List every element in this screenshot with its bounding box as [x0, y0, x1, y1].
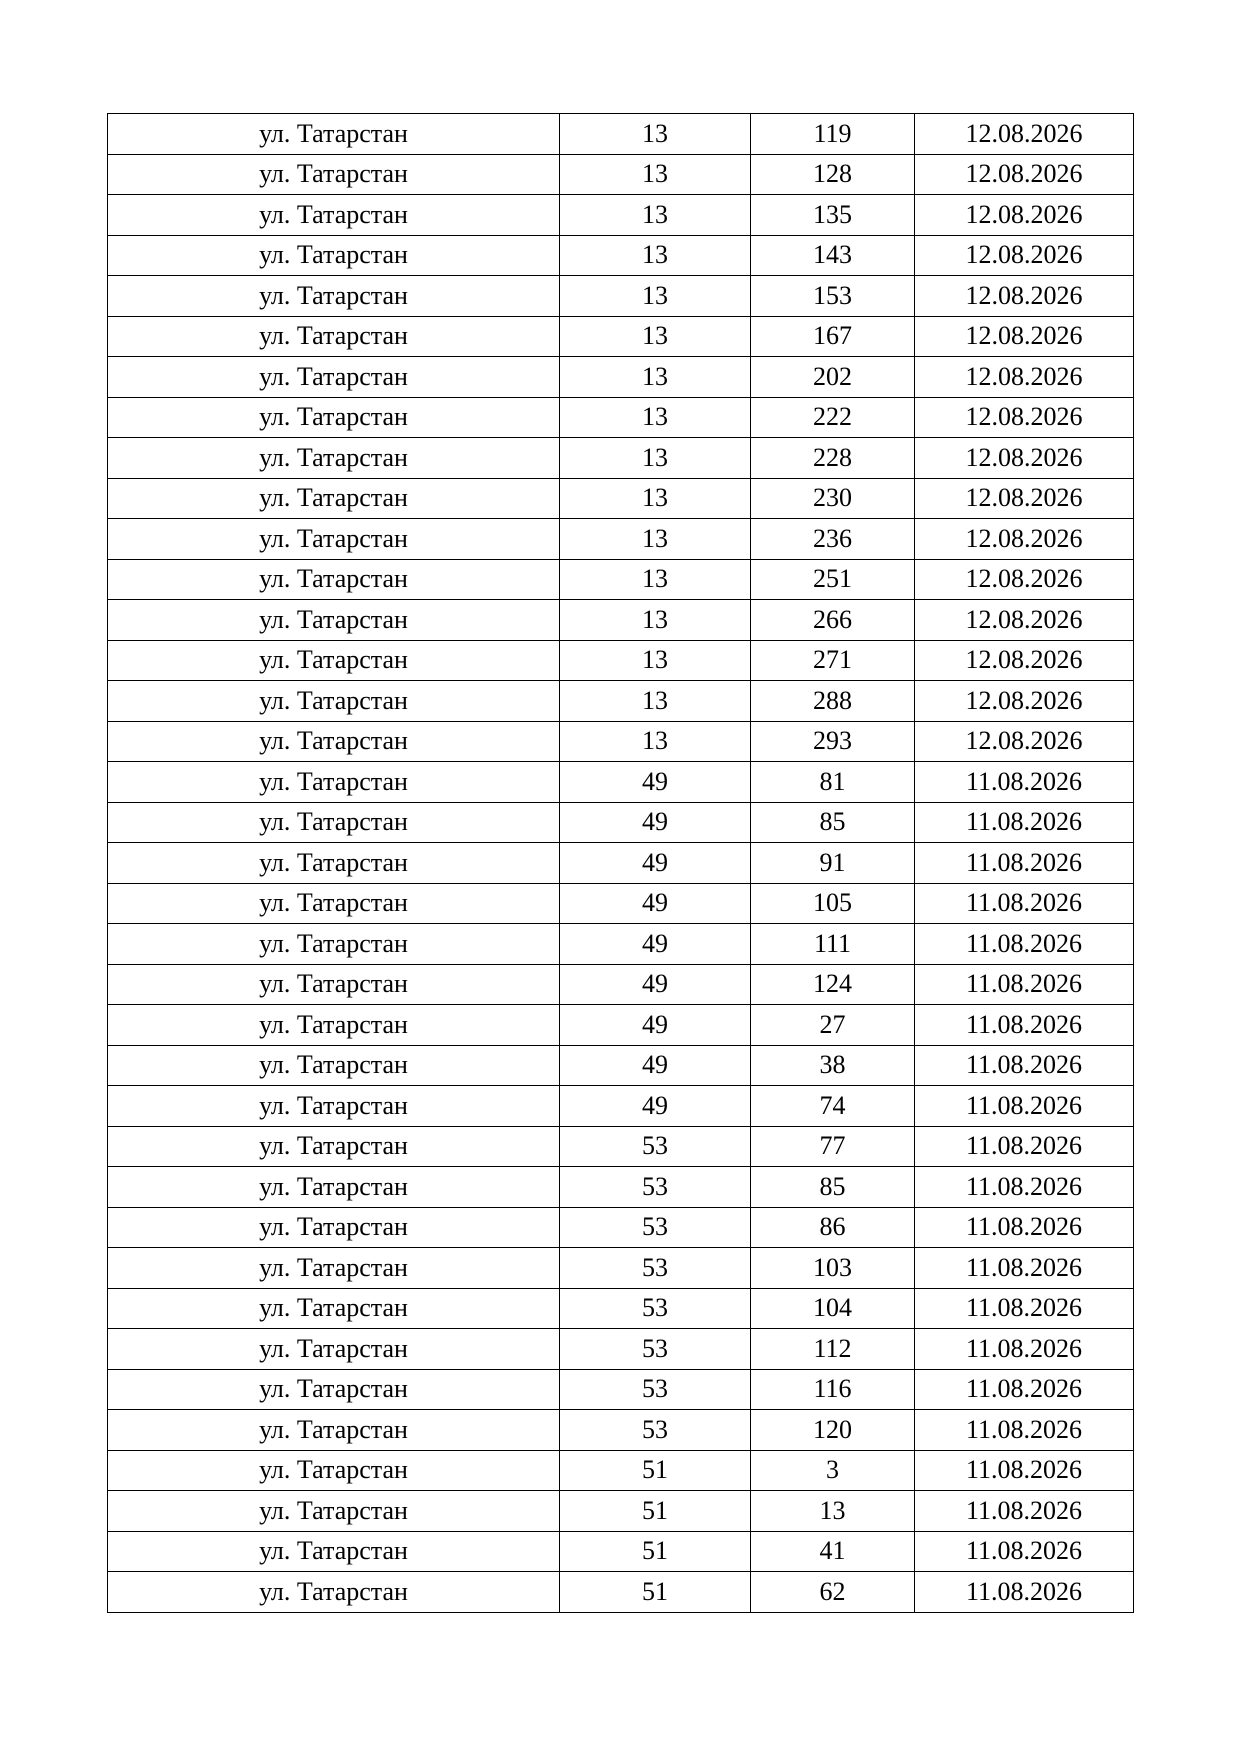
table-row	[108, 721, 1134, 762]
apartment-number-cell: 112	[751, 1329, 915, 1370]
date-cell: 11.08.2026	[915, 802, 1134, 843]
date-cell: 12.08.2026	[915, 154, 1134, 195]
table-row	[108, 762, 1134, 803]
house-number-cell: 13	[560, 114, 751, 155]
date-cell: 11.08.2026	[915, 964, 1134, 1005]
street-cell: ул. Татарстан	[108, 559, 560, 600]
house-number-cell: 53	[560, 1288, 751, 1329]
street-cell: ул. Татарстан	[108, 438, 560, 479]
date-cell: 11.08.2026	[915, 1531, 1134, 1572]
date-cell: 12.08.2026	[915, 721, 1134, 762]
table-row	[108, 1005, 1134, 1046]
table-row	[108, 1086, 1134, 1127]
apartment-number-cell: 103	[751, 1248, 915, 1289]
date-cell: 12.08.2026	[915, 681, 1134, 722]
date-cell: 12.08.2026	[915, 357, 1134, 398]
street-cell: ул. Татарстан	[108, 1329, 560, 1370]
street-cell: ул. Татарстан	[108, 195, 560, 236]
date-cell: 12.08.2026	[915, 438, 1134, 479]
date-cell: 11.08.2026	[915, 1450, 1134, 1491]
apartment-number-cell: 236	[751, 519, 915, 560]
house-number-cell: 53	[560, 1410, 751, 1451]
apartment-number-cell: 228	[751, 438, 915, 479]
date-cell: 12.08.2026	[915, 276, 1134, 317]
apartment-number-cell: 77	[751, 1126, 915, 1167]
date-cell: 11.08.2026	[915, 1167, 1134, 1208]
house-number-cell: 53	[560, 1167, 751, 1208]
table-row	[108, 1572, 1134, 1613]
date-cell: 12.08.2026	[915, 640, 1134, 681]
date-cell: 11.08.2026	[915, 1086, 1134, 1127]
street-cell: ул. Татарстан	[108, 1086, 560, 1127]
street-cell: ул. Татарстан	[108, 357, 560, 398]
street-cell: ул. Татарстан	[108, 924, 560, 965]
table-row	[108, 357, 1134, 398]
street-cell: ул. Татарстан	[108, 1531, 560, 1572]
date-cell: 11.08.2026	[915, 1045, 1134, 1086]
table-row	[108, 478, 1134, 519]
table-row	[108, 843, 1134, 884]
table-row	[108, 964, 1134, 1005]
date-cell: 11.08.2026	[915, 1005, 1134, 1046]
apartment-number-cell: 41	[751, 1531, 915, 1572]
house-number-cell: 53	[560, 1329, 751, 1370]
street-cell: ул. Татарстан	[108, 114, 560, 155]
street-cell: ул. Татарстан	[108, 519, 560, 560]
table-row	[108, 1491, 1134, 1532]
date-cell: 11.08.2026	[915, 1491, 1134, 1532]
house-number-cell: 13	[560, 640, 751, 681]
house-number-cell: 49	[560, 1045, 751, 1086]
table-row	[108, 640, 1134, 681]
apartment-number-cell: 202	[751, 357, 915, 398]
house-number-cell: 51	[560, 1572, 751, 1613]
apartment-number-cell: 81	[751, 762, 915, 803]
street-cell: ул. Татарстан	[108, 1450, 560, 1491]
house-number-cell: 51	[560, 1450, 751, 1491]
apartment-number-cell: 119	[751, 114, 915, 155]
house-number-cell: 49	[560, 964, 751, 1005]
apartment-number-cell: 85	[751, 802, 915, 843]
house-number-cell: 53	[560, 1369, 751, 1410]
street-cell: ул. Татарстан	[108, 1410, 560, 1451]
table-row	[108, 316, 1134, 357]
apartment-number-cell: 120	[751, 1410, 915, 1451]
table-row	[108, 1369, 1134, 1410]
apartment-number-cell: 85	[751, 1167, 915, 1208]
date-cell: 11.08.2026	[915, 843, 1134, 884]
house-number-cell: 49	[560, 1005, 751, 1046]
date-cell: 11.08.2026	[915, 883, 1134, 924]
street-cell: ул. Татарстан	[108, 1248, 560, 1289]
date-cell: 11.08.2026	[915, 1572, 1134, 1613]
street-cell: ул. Татарстан	[108, 235, 560, 276]
street-cell: ул. Татарстан	[108, 316, 560, 357]
table-row	[108, 1207, 1134, 1248]
street-cell: ул. Татарстан	[108, 883, 560, 924]
house-number-cell: 13	[560, 600, 751, 641]
house-number-cell: 13	[560, 519, 751, 560]
street-cell: ул. Татарстан	[108, 276, 560, 317]
table-row	[108, 1329, 1134, 1370]
house-number-cell: 49	[560, 924, 751, 965]
house-number-cell: 49	[560, 1086, 751, 1127]
street-cell: ул. Татарстан	[108, 964, 560, 1005]
date-cell: 12.08.2026	[915, 559, 1134, 600]
apartment-number-cell: 105	[751, 883, 915, 924]
street-cell: ул. Татарстан	[108, 1167, 560, 1208]
table-row	[108, 1167, 1134, 1208]
house-number-cell: 13	[560, 154, 751, 195]
street-cell: ул. Татарстан	[108, 1369, 560, 1410]
street-cell: ул. Татарстан	[108, 681, 560, 722]
date-cell: 11.08.2026	[915, 762, 1134, 803]
house-number-cell: 13	[560, 235, 751, 276]
apartment-number-cell: 143	[751, 235, 915, 276]
table-row	[108, 681, 1134, 722]
table-row	[108, 1248, 1134, 1289]
house-number-cell: 13	[560, 357, 751, 398]
street-cell: ул. Татарстан	[108, 1207, 560, 1248]
table-row	[108, 1531, 1134, 1572]
house-number-cell: 13	[560, 316, 751, 357]
date-cell: 12.08.2026	[915, 114, 1134, 155]
date-cell: 11.08.2026	[915, 1126, 1134, 1167]
house-number-cell: 13	[560, 276, 751, 317]
street-cell: ул. Татарстан	[108, 1126, 560, 1167]
apartment-number-cell: 74	[751, 1086, 915, 1127]
apartment-number-cell: 271	[751, 640, 915, 681]
house-number-cell: 13	[560, 721, 751, 762]
house-number-cell: 13	[560, 478, 751, 519]
street-cell: ул. Татарстан	[108, 154, 560, 195]
house-number-cell: 53	[560, 1126, 751, 1167]
table-row	[108, 438, 1134, 479]
table-row	[108, 1450, 1134, 1491]
date-cell: 12.08.2026	[915, 195, 1134, 236]
street-cell: ул. Татарстан	[108, 762, 560, 803]
street-cell: ул. Татарстан	[108, 478, 560, 519]
street-cell: ул. Татарстан	[108, 802, 560, 843]
table-row	[108, 114, 1134, 155]
apartment-number-cell: 167	[751, 316, 915, 357]
table-row	[108, 397, 1134, 438]
house-number-cell: 13	[560, 397, 751, 438]
street-cell: ул. Татарстан	[108, 721, 560, 762]
street-cell: ул. Татарстан	[108, 640, 560, 681]
table-row	[108, 802, 1134, 843]
street-cell: ул. Татарстан	[108, 843, 560, 884]
date-cell: 12.08.2026	[915, 478, 1134, 519]
apartment-number-cell: 104	[751, 1288, 915, 1329]
date-cell: 12.08.2026	[915, 235, 1134, 276]
apartment-number-cell: 27	[751, 1005, 915, 1046]
table-row	[108, 1126, 1134, 1167]
apartment-number-cell: 153	[751, 276, 915, 317]
date-cell: 11.08.2026	[915, 1248, 1134, 1289]
street-cell: ул. Татарстан	[108, 1045, 560, 1086]
street-cell: ул. Татарстан	[108, 1491, 560, 1532]
street-cell: ул. Татарстан	[108, 1572, 560, 1613]
apartment-number-cell: 86	[751, 1207, 915, 1248]
apartment-number-cell: 222	[751, 397, 915, 438]
house-number-cell: 49	[560, 843, 751, 884]
table-row	[108, 559, 1134, 600]
house-number-cell: 49	[560, 883, 751, 924]
apartment-number-cell: 251	[751, 559, 915, 600]
house-number-cell: 49	[560, 802, 751, 843]
house-number-cell: 53	[560, 1207, 751, 1248]
date-cell: 12.08.2026	[915, 519, 1134, 560]
house-number-cell: 51	[560, 1491, 751, 1532]
house-number-cell: 13	[560, 195, 751, 236]
house-number-cell: 53	[560, 1248, 751, 1289]
house-number-cell: 13	[560, 681, 751, 722]
date-cell: 12.08.2026	[915, 316, 1134, 357]
apartment-number-cell: 266	[751, 600, 915, 641]
apartment-number-cell: 116	[751, 1369, 915, 1410]
table-row	[108, 1045, 1134, 1086]
table-row	[108, 235, 1134, 276]
date-cell: 11.08.2026	[915, 1369, 1134, 1410]
table-body	[108, 114, 1134, 1613]
date-cell: 11.08.2026	[915, 1288, 1134, 1329]
table-row	[108, 276, 1134, 317]
apartment-number-cell: 111	[751, 924, 915, 965]
apartment-number-cell: 288	[751, 681, 915, 722]
apartment-number-cell: 124	[751, 964, 915, 1005]
house-number-cell: 49	[560, 762, 751, 803]
apartment-number-cell: 135	[751, 195, 915, 236]
date-cell: 11.08.2026	[915, 1207, 1134, 1248]
street-cell: ул. Татарстан	[108, 397, 560, 438]
house-number-cell: 51	[560, 1531, 751, 1572]
date-cell: 11.08.2026	[915, 1410, 1134, 1451]
street-cell: ул. Татарстан	[108, 1288, 560, 1329]
house-number-cell: 13	[560, 559, 751, 600]
apartment-number-cell: 38	[751, 1045, 915, 1086]
address-schedule-table	[107, 113, 1134, 1613]
apartment-number-cell: 13	[751, 1491, 915, 1532]
apartment-number-cell: 128	[751, 154, 915, 195]
date-cell: 11.08.2026	[915, 924, 1134, 965]
table-row	[108, 519, 1134, 560]
table-row	[108, 600, 1134, 641]
table-row	[108, 195, 1134, 236]
date-cell: 11.08.2026	[915, 1329, 1134, 1370]
table-row	[108, 924, 1134, 965]
apartment-number-cell: 3	[751, 1450, 915, 1491]
apartment-number-cell: 91	[751, 843, 915, 884]
table-row	[108, 154, 1134, 195]
street-cell: ул. Татарстан	[108, 600, 560, 641]
apartment-number-cell: 293	[751, 721, 915, 762]
date-cell: 12.08.2026	[915, 600, 1134, 641]
table-row	[108, 1288, 1134, 1329]
table-row	[108, 883, 1134, 924]
date-cell: 12.08.2026	[915, 397, 1134, 438]
apartment-number-cell: 62	[751, 1572, 915, 1613]
house-number-cell: 13	[560, 438, 751, 479]
apartment-number-cell: 230	[751, 478, 915, 519]
table-row	[108, 1410, 1134, 1451]
street-cell: ул. Татарстан	[108, 1005, 560, 1046]
